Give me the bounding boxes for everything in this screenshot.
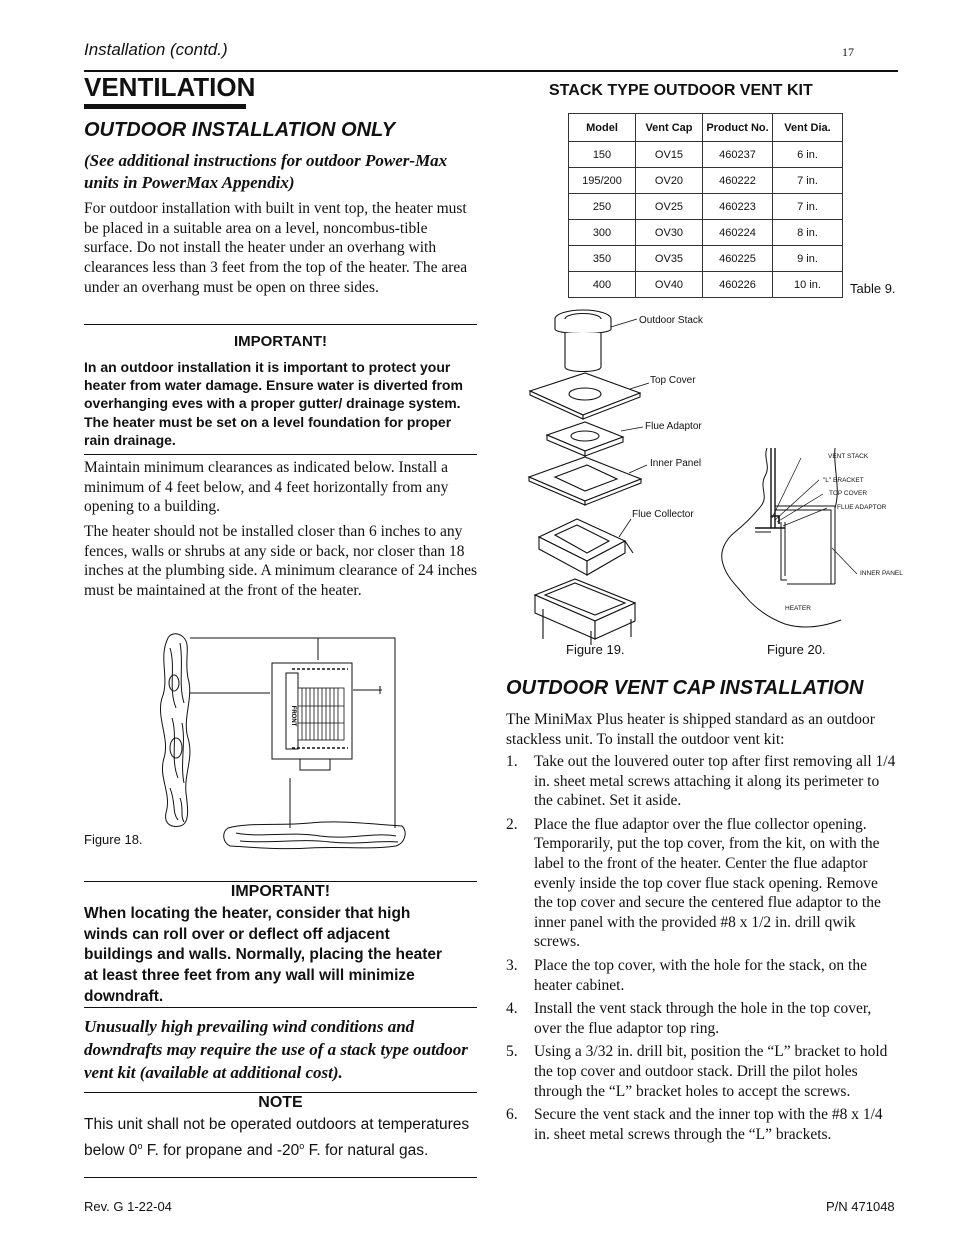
installation-steps — [506, 752, 900, 1148]
table-row — [569, 194, 843, 220]
important-heading: IMPORTANT! — [233, 333, 328, 350]
list-item: 1. Take out the louvered outer top after first removing all 1/4 in. sheet metal screws attaching it along its perimeter to the cabinet. Set it aside. — [506, 753, 896, 810]
table-cell: 7 in. — [773, 194, 843, 220]
outdoor-stack-part — [555, 310, 611, 372]
divider — [84, 454, 477, 455]
note-heading: NOTE — [258, 1094, 303, 1111]
note-text: This unit shall not be operated outdoors at temperatures below 0$^o$ F. for propane and -20$^o$ F. for natural gas. — [84, 1116, 470, 1159]
label-inner-panel: INNER PANEL — [860, 570, 903, 577]
table-cell: OV15 — [636, 142, 703, 168]
label-top-cover: Top Cover — [650, 375, 696, 386]
hedge-left-illustration — [160, 634, 189, 827]
hedge-bottom-illustration — [224, 822, 405, 849]
divider — [84, 1177, 477, 1178]
table-cell: 460222 — [703, 168, 773, 194]
heater-topview — [272, 663, 352, 770]
column-header: Vent Cap — [636, 114, 703, 142]
table-cell: OV25 — [636, 194, 703, 220]
column-header: Vent Dia. — [773, 114, 843, 142]
heading-outdoor-installation: OUTDOOR INSTALLATION ONLY — [84, 119, 396, 141]
revision: Rev. G 1-22-04 — [84, 1199, 172, 1214]
figure-19-exploded-view — [525, 305, 725, 645]
important-text: When locating the heater, consider that high winds can roll over or deflect off adjacent buildings and walls. Normally, placing the heater at least three feet from any wall will minimize downdraft. — [84, 905, 443, 1005]
table-cell: 400 — [569, 272, 636, 298]
table-cell: 9 in. — [773, 246, 843, 272]
divider — [84, 1007, 477, 1008]
heater-front-label: FRONT — [290, 705, 296, 727]
vent-kit-table — [568, 113, 843, 298]
table-cell: 460225 — [703, 246, 773, 272]
leader-lines — [611, 319, 649, 537]
table-header-row — [569, 114, 843, 142]
top-cover-part — [530, 373, 640, 419]
table-cell: 195/200 — [569, 168, 636, 194]
label-outdoor-stack: Outdoor Stack — [639, 315, 703, 326]
table-row — [569, 142, 843, 168]
label-heater: HEATER — [785, 605, 811, 612]
table-row — [569, 246, 843, 272]
wind-note: Unusually high prevailing wind conditions and downdrafts may require the use of a stack type outdoor vent kit (available at additional cost). — [84, 1017, 468, 1082]
inner-panel-part — [529, 457, 641, 505]
vent-cap-intro: The MiniMax Plus heater is shipped standard as an outdoor stackless unit. To install the outdoor vent kit: — [506, 711, 875, 748]
part-number: P/N 471048 — [826, 1199, 895, 1214]
label-flue-adaptor: FLUE ADAPTOR — [837, 504, 887, 511]
table-cell: OV35 — [636, 246, 703, 272]
table-9-caption: Table 9. — [850, 281, 896, 296]
label-flue-collector: Flue Collector — [632, 509, 694, 520]
table-cell: 250 — [569, 194, 636, 220]
table-row — [569, 220, 843, 246]
important-heading: IMPORTANT! — [230, 883, 331, 900]
label-inner-panel: Inner Panel — [650, 458, 702, 469]
column-header: Product No. — [703, 114, 773, 142]
table-row — [569, 272, 843, 298]
divider — [84, 1092, 477, 1093]
label-vent-stack: VENT STACK — [828, 453, 869, 460]
table-cell: 150 — [569, 142, 636, 168]
divider — [84, 324, 477, 325]
list-item: 3. Place the top cover, with the hole for the stack, on the heater cabinet. — [506, 956, 867, 994]
section-title-ventilation: VENTILATION — [84, 72, 256, 102]
table-cell: 10 in. — [773, 272, 843, 298]
powermax-note: (See additional instructions for outdoor Power-Max units in PowerMax Appendix) — [84, 151, 448, 192]
label-flue-adaptor: Flue Adaptor — [645, 421, 702, 432]
clearance-paragraph-2: The heater should not be installed closer than 6 inches to any fences, walls or shrubs at any side or back, nor closer than 18 inches at the plumbing side. A minimum clearance of 24 inches must be maintained at the front of the heater. — [84, 523, 478, 600]
list-item: 2. Place the flue adaptor over the flue collector opening. Temporarily, put the top cover, from the kit, on with the label to the front of the heater. Center the flue adaptor evenly inside the top cover flue stack opening. Remove the top cover and secure the centered flue adaptor to the inner panel with the provided #8 x 1/2 in. drill qwik screws. — [506, 815, 881, 951]
page-number: 17 — [842, 45, 854, 59]
important-text: In an outdoor installation it is important to protect your heater from water damage. Ensure water is diverted from overhanging eves with a proper gutter/ drainage system. The heater must be set on a level foundation for proper rain drainage. — [84, 359, 463, 448]
table-row — [569, 168, 843, 194]
figure-18-caption: Figure 18. — [84, 832, 143, 847]
column-header: Model — [569, 114, 636, 142]
vent-kit-heading: STACK TYPE OUTDOOR VENT KIT — [549, 82, 813, 99]
heading-vent-cap-installation: OUTDOOR VENT CAP INSTALLATION — [506, 677, 864, 699]
table-cell: 6 in. — [773, 142, 843, 168]
heater-base-part — [535, 579, 635, 645]
table-cell: 460226 — [703, 272, 773, 298]
label-top-cover: TOP COVER — [829, 490, 868, 497]
table-cell: OV20 — [636, 168, 703, 194]
clearance-paragraph-1: Maintain minimum clearances as indicated below. Install a minimum of 4 feet below, and 4 feet horizontally from any opening to a building. — [84, 459, 449, 516]
table-cell: 460237 — [703, 142, 773, 168]
figure-20-caption: Figure 20. — [767, 642, 826, 657]
list-item: 4. Install the vent stack through the hole in the top cover, over the flue adaptor top ring. — [506, 1000, 872, 1037]
outdoor-paragraph: For outdoor installation with built in vent top, the heater must be placed in a suitable area on a level, noncombus-tible surface. Do not install the heater under an overhang with clearances less than 3 feet from the top of the heater. The area under an overhang must be open on three sides. — [84, 200, 468, 296]
flue-adaptor-part — [547, 422, 623, 456]
figure-19-caption: Figure 19. — [566, 642, 625, 657]
table-cell: 350 — [569, 246, 636, 272]
running-title: Installation (contd.) — [84, 40, 228, 59]
table-cell: OV40 — [636, 272, 703, 298]
table-cell: 7 in. — [773, 168, 843, 194]
divider — [84, 881, 477, 882]
list-item: 5. Using a 3/32 in. drill bit, position the “L” bracket to hold the top cover and outdoor stack. Drill the pilot holes through the “L” bracket holes to accept the screws. — [506, 1043, 888, 1100]
title-underline — [84, 104, 246, 109]
table-cell: 8 in. — [773, 220, 843, 246]
flue-collector-part — [539, 519, 633, 575]
table-cell: 300 — [569, 220, 636, 246]
figure-18-clearance-diagram — [150, 628, 410, 853]
table-cell: 460224 — [703, 220, 773, 246]
table-cell: 460223 — [703, 194, 773, 220]
table-cell: OV30 — [636, 220, 703, 246]
list-item: 6. Secure the vent stack and the inner top with the #8 x 1/4 in. sheet metal screws through the “L” brackets. — [506, 1106, 883, 1143]
label-l-bracket: "L" BRACKET — [823, 477, 864, 484]
